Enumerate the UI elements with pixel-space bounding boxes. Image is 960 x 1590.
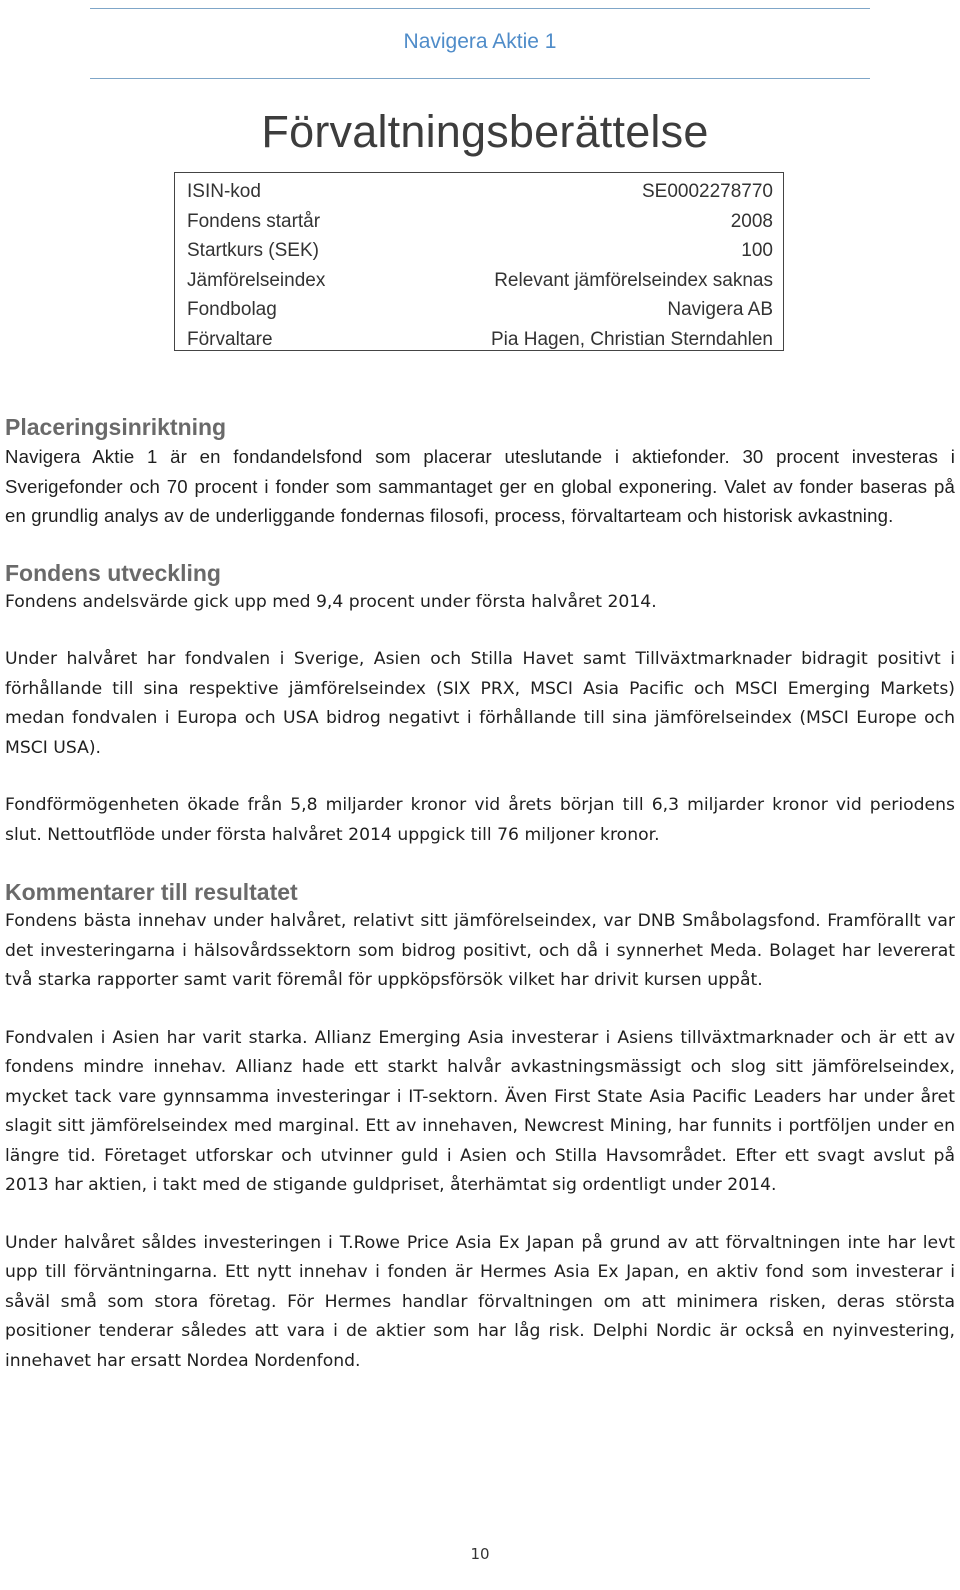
- section-heading-kommentarer: Kommentarer till resultatet: [5, 879, 298, 905]
- section-heading-utveckling: Fondens utveckling: [5, 559, 221, 586]
- paragraph: Fondvalen i Asien har varit starka. Allianz Emerging Asia investerar i Asiens tillväxtmarknader och är ett av fondens mindre innehav. Allianz hade ett starkt halvår avkastningsmässigt och slog sitt jämförelseindex, mycket tack vare gynnsamma investeringar i IT-sektorn. Även First State Asia Pacific Leaders har under året slagit sitt jämförelseindex med marginal. Ett av innehaven, Newcrest Mining, har funnits i portföljen under en längre tid. Företaget utforskar och utvinner guld i Asien och Stilla Havsområdet. Efter ett svagt avslut på 2013 har aktien, i takt med de stigande guldpriset, återhämtat sig ordentligt under 2014.: [5, 1027, 955, 1195]
- info-value: 100: [741, 240, 773, 261]
- info-label: Fondbolag: [187, 299, 277, 320]
- info-value: Navigera AB: [667, 299, 773, 320]
- report-body: [5, 412, 955, 1376]
- info-label: Fondens startår: [187, 210, 321, 232]
- info-row: [187, 295, 773, 325]
- info-value: Relevant jämförelseindex saknas: [494, 269, 773, 291]
- info-value: SE0002278770: [641, 181, 773, 202]
- paragraph: Navigera Aktie 1 är en fondandelsfond som placerar uteslutande i aktiefonder. 30 procent investeras i Sverigefonder och 70 procent i fonder som sammantaget ger en global exponering. Valet av fonder baseras på en grundlig analys av de underliggande fondernas filosofi, process, förvaltarteam och historisk avkastning.: [5, 446, 955, 526]
- header-rule-top: [90, 8, 870, 9]
- info-label: ISIN-kod: [187, 181, 261, 202]
- info-row: [187, 236, 773, 266]
- info-row: [187, 177, 773, 207]
- section-heading-placering: Placeringsinriktning: [5, 414, 227, 440]
- header-rule-bottom: [90, 78, 870, 79]
- info-label: Startkurs (SEK): [187, 240, 319, 261]
- info-value: 2008: [730, 210, 773, 232]
- paragraph: Fondförmögenheten ökade från 5,8 miljarder kronor vid årets början till 6,3 miljarder kronor vid periodens slut. Nettoutflöde under första halvåret 2014 uppgick till 76 miljoner kronor.: [5, 795, 955, 845]
- paragraph: Under halvåret såldes investeringen i T.Rowe Price Asia Ex Japan på grund av att förvaltningen inte har levt upp till förväntningarna. Ett nytt innehav i fonden är Hermes Asia Ex Japan, en aktiv fond som investerar i såväl små som stora företag. För Hermes handlar förvaltningen om att minimera risken, deras största positioner tenderar således att vara i de aktier som har låg risk. Delphi Nordic är också en nyinvestering, innehavet har ersatt Nordea Nordenfond.: [5, 1232, 955, 1371]
- fund-info-table: [174, 172, 784, 351]
- page-number: 10: [470, 1545, 490, 1563]
- info-row: [187, 207, 773, 237]
- running-header: Navigera Aktie 1: [403, 30, 557, 53]
- info-label: Förvaltare: [187, 328, 273, 350]
- paragraph: Fondens andelsvärde gick upp med 9,4 procent under första halvåret 2014.: [5, 591, 657, 612]
- info-row: [187, 325, 773, 355]
- paragraph: Fondens bästa innehav under halvåret, relativt sitt jämförelseindex, var DNB Småbolagsfond. Framförallt var det investeringarna i hälsovårdssektorn som bidrog positivt, och då i synnerhet Meda. Bolaget har levererat två starka rapporter samt varit föremål för uppköpsförsök vilket har drivit kursen uppåt.: [5, 911, 955, 990]
- page-title: Förvaltningsberättelse: [261, 106, 709, 157]
- info-label: Jämförelseindex: [187, 269, 326, 291]
- info-value: Pia Hagen, Christian Sterndahlen: [490, 328, 773, 350]
- paragraph: Under halvåret har fondvalen i Sverige, Asien och Stilla Havet samt Tillväxtmarknader bidragit positivt i förhållande till sina respektive jämförelseindex (SIX PRX, MSCI Asia Pacific och MSCI Emerging Markets) medan fondvalen i Europa och USA bidrog negativt i förhållande till sina jämförelseindex (MSCI Europe och MSCI USA).: [5, 649, 955, 758]
- info-row: [187, 266, 773, 296]
